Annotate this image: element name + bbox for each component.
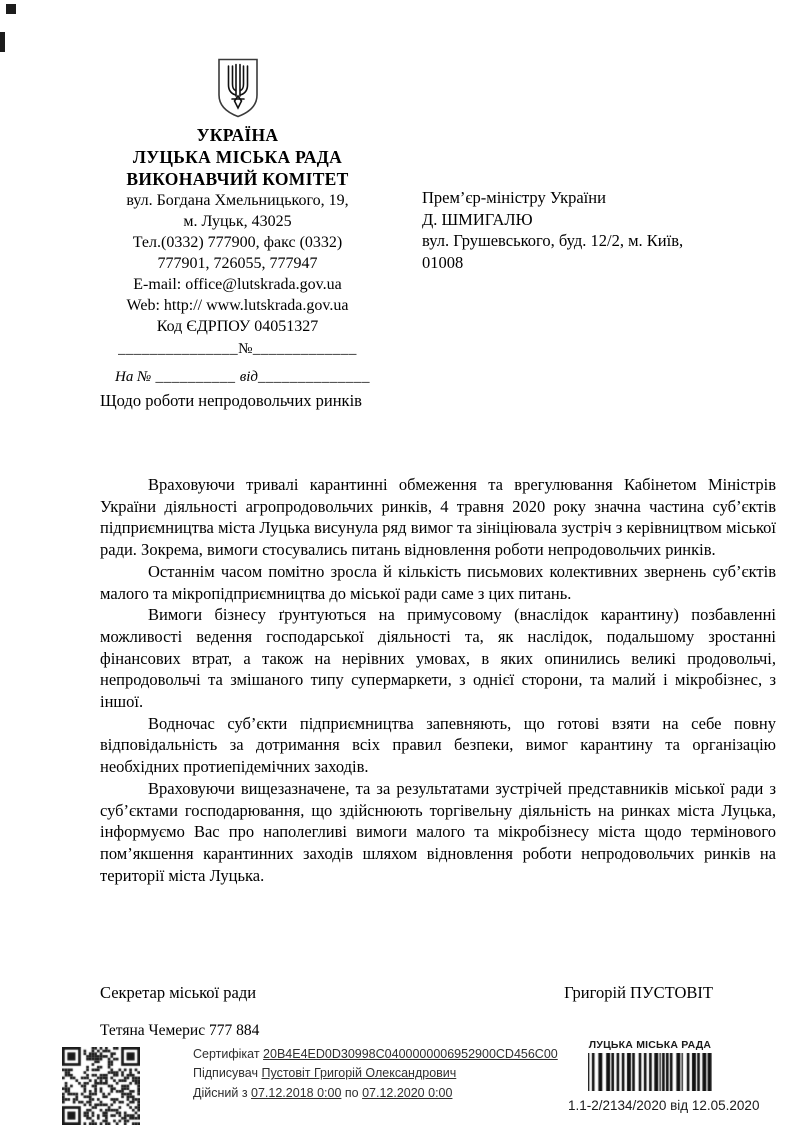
- signer-title: Секретар міської ради: [100, 983, 257, 1002]
- body-paragraph: Водночас суб’єкти підприємництва запевняють, що готові взяти на себе повну відповідальність за дотримання всіх правил безпеки, вимог карантину та організацію необхідних протиепідемічних заходів.: [100, 713, 776, 777]
- reply-tail: ______________: [258, 369, 371, 385]
- executor-line: Тетяна Чемерис 777 884: [100, 1022, 260, 1039]
- signer-name: Григорій ПУСТОВІТ: [564, 983, 713, 1002]
- reply-blank: __________: [151, 369, 240, 385]
- org-email: E-mail: office@lutskrada.gov.ua: [133, 276, 342, 293]
- ukraine-trident-emblem-icon: [214, 58, 262, 118]
- reply-to-line: [40, 367, 435, 388]
- body-paragraph: Вимоги бізнесу ґрунтуються на примусовому (внаслідок карантину) позбавленні можливості ведення господарської діяльності та, як наслідок, подальшому зростанні фінансових втрат, а також на нерівних умовах, в яких опинились великі продовольчі, непродовольчі та змішаного типу супермаркети, з однієї сторони, та малий і мікробізнес, з іншої.: [100, 605, 776, 712]
- body-paragraph: Враховуючи вищезазначене, та за результатами зустрічей представників міської ради з суб’єктами господарювання, що здійснюють торгівельну діяльність на ринках міста Луцька, інформуємо Вас про наполегливі вимоги малого та мікробізнесу міста щодо термінового пом’якшення карантинних заходів шляхом відновлення роботи непродовольчих ринків на території міста Луцька.: [100, 778, 776, 885]
- recipient-zip: 01008: [422, 252, 464, 272]
- org-phone-2: 777901, 726055, 777947: [157, 255, 318, 272]
- recipient-name: Д. ШМИГАЛЮ: [422, 209, 533, 229]
- scan-artifact-square: [6, 4, 16, 14]
- org-phone-1: Тел.(0332) 777900, факс (0332): [132, 234, 343, 251]
- scan-artifact-bar: [0, 32, 5, 52]
- recipient-block: [422, 187, 767, 273]
- org-address-street: вул. Богдана Хмельницького, 19,: [126, 192, 349, 209]
- signer-value: Пустовіт Григорій Олександрович: [261, 1066, 457, 1081]
- certificate-line: [193, 1045, 558, 1064]
- letterhead: [40, 58, 435, 388]
- validity-label: Дійсний з: [193, 1085, 252, 1100]
- reply-vid: від: [239, 369, 259, 385]
- qr-code: [62, 1047, 140, 1125]
- org-edrpou: Код ЄДРПОУ 04051327: [156, 318, 319, 335]
- validity-from: 07.12.2018 0:00: [251, 1085, 342, 1100]
- letter-body: [100, 474, 776, 886]
- outgoing-number-line: _______________№_____________: [118, 341, 357, 357]
- org-committee: ВИКОНАВЧИЙ КОМІТЕТ: [126, 169, 349, 189]
- validity-line: [193, 1084, 558, 1103]
- reply-prefix: На №: [115, 369, 152, 385]
- barcode: [588, 1053, 712, 1091]
- signature-row: [100, 983, 713, 1003]
- body-paragraph: Останнім часом помітно зросла й кількість письмових колективних звернень суб’єктів малого та мікропідприємництва до міської ради саме з цих питань.: [100, 561, 776, 603]
- registration-number: 1.1-2/2134/2020 від 12.05.2020: [568, 1098, 760, 1113]
- org-web: Web: http:// www.lutskrada.gov.ua: [126, 297, 349, 314]
- certificate-label: Сертифікат: [193, 1047, 264, 1061]
- certificate-block: [193, 1045, 558, 1103]
- org-council: ЛУЦЬКА МІСЬКА РАДА: [132, 147, 343, 167]
- org-country: УКРАЇНА: [196, 125, 279, 145]
- org-address-city: м. Луцьк, 43025: [183, 213, 292, 230]
- validity-separator: по: [341, 1085, 363, 1100]
- signer-label: Підписувач: [193, 1066, 262, 1081]
- recipient-title: Прем’єр-міністру України: [422, 188, 606, 207]
- body-paragraph: Враховуючи тривалі карантинні обмеження та врегулювання Кабінетом Міністрів України діяльності агропродовольчих ринків, 4 травня 2020 року значна частина суб’єктів підприємництва міста Луцька висунула ряд вимог та зініціювала зустріч з керівництвом міської ради. Зокрема, вимоги стосувались питань відновлення роботи непродовольчих ринків.: [100, 475, 776, 560]
- barcode-block: [585, 1039, 715, 1091]
- recipient-street: вул. Грушевського, буд. 12/2, м. Київ,: [422, 231, 684, 250]
- barcode-title: ЛУЦЬКА МІСЬКА РАДА: [588, 1039, 712, 1051]
- certificate-value: 20B4E4ED0D30998C0400000006952900CD456C00: [263, 1047, 558, 1061]
- signer-line: [193, 1064, 558, 1083]
- letter-subject: Щодо роботи непродовольчих ринків: [100, 391, 362, 410]
- validity-to: 07.12.2020 0:00: [362, 1085, 453, 1100]
